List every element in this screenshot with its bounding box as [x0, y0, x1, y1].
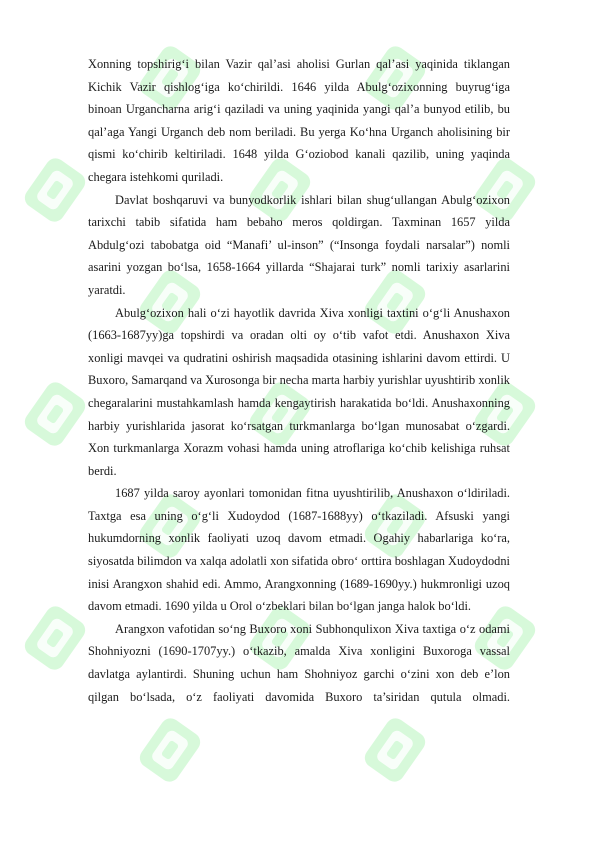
- watermark-mark: [21, 378, 89, 449]
- paragraph-2: Davlat boshqaruvi va bunyodkorlik ishlari bilan shug‘ullangan Abulg‘ozixon tarixchi tabib sifatida ham bebaho meros qoldirgan. Taxminan 1657 yilda Abdulg‘ozi tabobatga oid “Manafi’ ul-inson” (“Insonga foydali narsalar”) nomli asarini yozgan bo‘lsa, 1658-1664 yillarda “Shajarai turk” nomli tarixiy asarlarini yaratdi.: [88, 192, 510, 297]
- paragraph-1: Xonning topshirig‘i bilan Vazir qal’asi aholisi Gurlan qal’asi yaqinida tiklangan Kichik Vazir qishlog‘iga ko‘chirildi. 1646 yilda Abulg‘ozixonning buyrug‘iga binoan Urgancharna arig‘i qaziladi va uning yaqinida yangi qal’a bunyod etilib, bu qal’aga Yangi Urganch deb nom beriladi. Bu yerga Ko‘hna Urganch aholisining bir qismi ko‘chirib keltiriladi. 1648 yilda G‘oziobod kanali qazilib, uning yaqinda chegara istehkomi quriladi.: [88, 57, 510, 184]
- watermark-mark: [21, 602, 89, 673]
- paragraph-3: Abulg‘ozixon hali o‘zi hayotlik davrida Xiva xonligi taxtini o‘g‘li Anushaxon (1663-1687yy)ga topshirdi va oradan olti oy o‘tib vafot etdi. Anushaxon Xiva xonligi mavqei va qudratini oshirish maqsadida otasining ishlarini davom ettirdi. U Buxoro, Samarqand va Xurosonga bir necha marta harbiy yurishlar uyushtirib xonlik chegaralarini mustahkamlash hamda kengaytirish harakatida bo‘ldi. Anushaxonning harbiy yurishlarida jasorat ko‘rsatgan turkmanlarga bo‘lgan munosabat o‘zgardi. Xon turkmanlarga Xorazm vohasi hamda uning atroflariga ko‘chib kelishiga ruhsat berdi.: [88, 305, 510, 478]
- document-body: [88, 53, 510, 708]
- paragraph-4: 1687 yilda saroy ayonlari tomonidan fitna uyushtirilib, Anushaxon o‘ldiriladi. Taxtga esa uning o‘g‘li Xudoydod (1687-1688yy) o‘tkaziladi. Afsuski yangi hukumdorning xonlik faoliyati uzoq davom etmadi. Ogahiy habarlariga ko‘ra, siyosatda bilimdon va xalqa adolatli xon sifatida obro‘ orttira boshlagan Xudoydodni inisi Arangxon shahid edi. Ammo, Arangxonning (1689-1690yy.) hukmronligi uzoq davom etmadi. 1690 yilda u Orol o‘zbeklari bilan bo‘lgan janga halok bo‘ldi.: [88, 486, 510, 614]
- watermark-mark: [21, 154, 89, 225]
- watermark-mark: [136, 714, 204, 785]
- paragraph-5: Arangxon vafotidan so‘ng Buxoro xoni Subhonqulixon Xiva taxtiga o‘z odami Shohniyozni (1690-1707yy.) o‘tkazib, amalda Xiva xonligini Buxoroga vassal davlatga aylantirdi. Shuning uchun ham Shohniyoz garchi o‘zini xon deb e’lon qilgan bo‘lsada, o‘z faoliyati davomida Buxoro ta’siridan qutula olmadi.: [88, 621, 510, 704]
- watermark-mark: [361, 714, 429, 785]
